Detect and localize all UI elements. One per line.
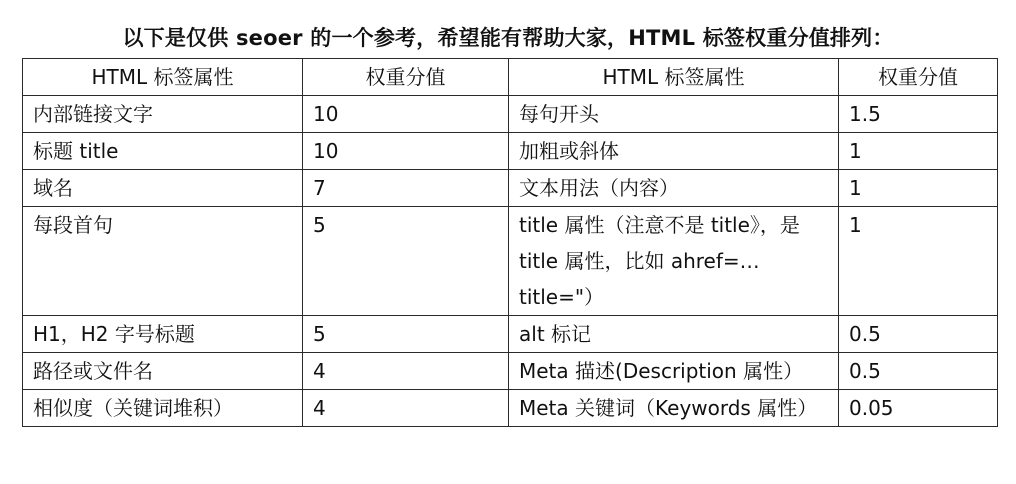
tag-attribute-cell: Meta 描述(Description 属性）	[509, 353, 839, 390]
table-row	[23, 390, 998, 427]
table-row	[23, 170, 998, 207]
weight-cell: 1	[839, 133, 998, 170]
header-tag-attribute-right: HTML 标签属性	[509, 59, 839, 96]
weight-cell: 4	[303, 390, 509, 427]
table-row	[23, 207, 998, 316]
weight-cell: 1.5	[839, 96, 998, 133]
weight-cell: 0.5	[839, 316, 998, 353]
table-row	[23, 96, 998, 133]
table-row	[23, 353, 998, 390]
weight-cell: 7	[303, 170, 509, 207]
weight-cell: 5	[303, 316, 509, 353]
weight-cell: 1	[839, 207, 998, 316]
tag-attribute-cell: 每句开头	[509, 96, 839, 133]
weight-cell: 0.5	[839, 353, 998, 390]
page-title: 以下是仅供 seoer 的一个参考，希望能有帮助大家，HTML 标签权重分值排列：	[122, 26, 894, 50]
header-weight-right: 权重分值	[839, 59, 998, 96]
tag-attribute-cell: 路径或文件名	[23, 353, 303, 390]
tag-attribute-cell: 文本用法（内容）	[509, 170, 839, 207]
tag-attribute-cell: H1，H2 字号标题	[23, 316, 303, 353]
table-row	[23, 133, 998, 170]
header-weight-left: 权重分值	[303, 59, 509, 96]
tag-attribute-cell: 每段首句	[23, 207, 303, 316]
tag-attribute-cell: 加粗或斜体	[509, 133, 839, 170]
weight-cell: 10	[303, 133, 509, 170]
tag-weight-table	[22, 58, 998, 427]
tag-attribute-cell: 内部链接文字	[23, 96, 303, 133]
tag-attribute-cell: alt 标记	[509, 316, 839, 353]
header-tag-attribute-left: HTML 标签属性	[23, 59, 303, 96]
table-header-row	[23, 59, 998, 96]
weight-cell: 0.05	[839, 390, 998, 427]
weight-cell: 5	[303, 207, 509, 316]
tag-attribute-cell: 域名	[23, 170, 303, 207]
table-row	[23, 316, 998, 353]
tag-attribute-cell: 标题 title	[23, 133, 303, 170]
weight-cell: 1	[839, 170, 998, 207]
tag-attribute-cell: title 属性（注意不是 title》，是 title 属性，比如 ahref=… title="）	[509, 207, 839, 316]
tag-attribute-cell: 相似度（关键词堆积）	[23, 390, 303, 427]
tag-attribute-cell: Meta 关键词（Keywords 属性）	[509, 390, 839, 427]
weight-cell: 4	[303, 353, 509, 390]
weight-cell: 10	[303, 96, 509, 133]
